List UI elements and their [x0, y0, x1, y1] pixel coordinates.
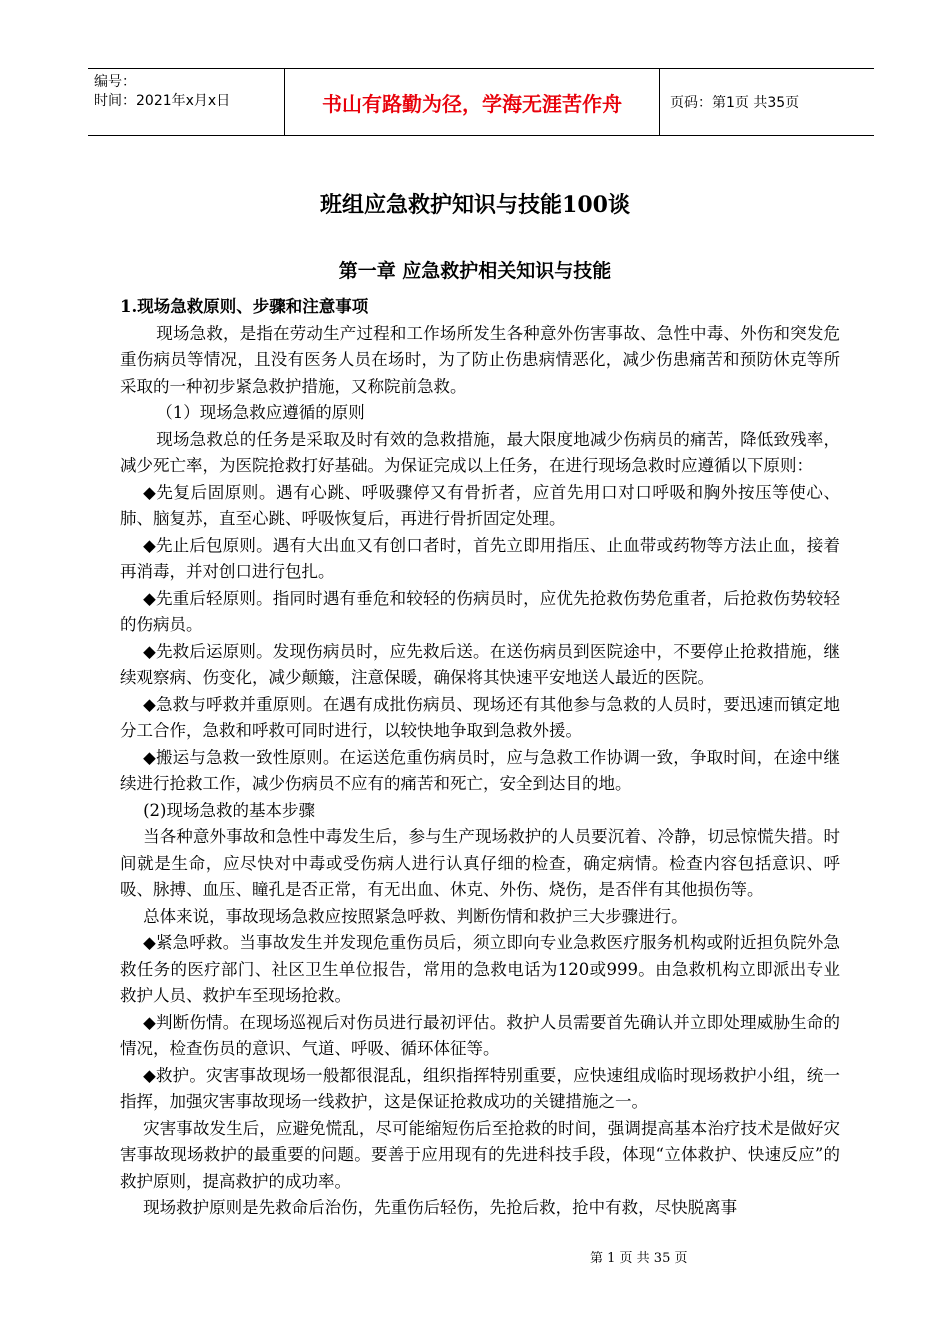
paragraph: 现场救护原则是先救命后治伤，先重伤后轻伤，先抢后救，抢中有救，尽快脱离事 [143, 1198, 738, 1217]
document-time-label: 时间：2021年x月x日 [94, 93, 231, 109]
header-motto: 书山有路勤为径，学海无涯苦作舟 [284, 69, 660, 135]
chapter-heading: 第一章 应急救护相关知识与技能 [338, 260, 612, 282]
bullet-item: ◆紧急呼救。当事故发生并发现危重伤员后，须立即向专业急救医疗服务机构或附近担负院外急救任务的医疗部门、社区卫生单位报告，常用的急救电话为120或999。由急救机构立即派出专业救护人员、救护车至现场抢救。 [120, 933, 840, 1005]
paragraph: 当各种意外事故和急性中毒发生后，参与生产现场救护的人员要沉着、冷静，切忌惊慌失措。时间就是生命，应尽快对中毒或受伤病人进行认真仔细的检查，确定病情。检查内容包括意识、呼吸、脉搏、血压、瞳孔是否正常，有无出血、休克、外伤、烧伤，是否伴有其他损伤等。 [120, 827, 840, 899]
page-footer: 第 1 页 共 35 页 [590, 1251, 688, 1266]
paragraph: 灾害事故发生后，应避免慌乱，尽可能缩短伤后至抢救的时间，强调提高基本治疗技术是做好灾害事故现场救护的最重要的问题。要善于应用现有的先进科技手段，体现“立体救护、快速反应”的救护原则，提高救护的成功率。 [120, 1118, 840, 1191]
page-header [88, 68, 874, 136]
subheading: （1）现场急救应遵循的原则 [156, 403, 365, 422]
paragraph: 总体来说，事故现场急救应按照紧急呼救、判断伤情和救护三大步骤进行。 [143, 906, 688, 926]
bullet-item: ◆先止后包原则。遇有大出血又有创口者时，首先立即用指压、止血带或药物等方法止血，接着再消毒，并对创口进行包扎。 [120, 535, 840, 581]
bullet-item: ◆先重后轻原则。指同时遇有垂危和较轻的伤病员时，应优先抢救伤势危重者，后抢救伤势较轻的伤病员。 [120, 588, 840, 634]
section-heading: 1.现场急救原则、步骤和注意事项 [120, 297, 369, 316]
header-page-number: 页码：第1页 共35页 [670, 95, 800, 111]
document-number-label: 编号： [94, 74, 136, 90]
bullet-item: ◆急救与呼救并重原则。在遇有成批伤病员、现场还有其他参与急救的人员时，要迅速而镇定地分工合作，急救和呼救可同时进行，以较快地争取到急救外援。 [120, 694, 840, 740]
bullet-item: ◆救护。灾害事故现场一般都很混乱，组织指挥特别重要，应快速组成临时现场救护小组，统一指挥，加强灾害事故现场一线救护，这是保证抢救成功的关键措施之一。 [120, 1065, 840, 1111]
paragraph: 现场急救，是指在劳动生产过程和工作场所发生各种意外伤害事故、急性中毒、外伤和突发危重伤病员等情况，且没有医务人员在场时，为了防止伤患病情恶化，减少伤患痛苦和预防休克等所采取的一种初步紧急救护措施，又称院前急救。 [120, 323, 840, 396]
paragraph: 现场急救总的任务是采取及时有效的急救措施，最大限度地减少伤病员的痛苦，降低致残率，减少死亡率，为医院抢救打好基础。为保证完成以上任务，在进行现场急救时应遵循以下原则： [120, 429, 840, 475]
bullet-item: ◆先救后运原则。发现伤病员时，应先救后送。在送伤病员到医院途中，不要停止抢救措施，继续观察病、伤变化，减少颠簸，注意保暖，确保将其快速平安地送人最近的医院。 [120, 641, 840, 687]
document-title: 班组应急救护知识与技能100谈 [320, 192, 630, 218]
bullet-item: ◆判断伤情。在现场巡视后对伤员进行最初评估。救护人员需要首先确认并立即处理威胁生命的情况，检查伤员的意识、气道、呼吸、循环体征等。 [120, 1012, 840, 1058]
bullet-item: ◆搬运与急救一致性原则。在运送危重伤病员时，应与急救工作协调一致，争取时间，在途中继续进行抢救工作，减少伤病员不应有的痛苦和死亡，安全到达目的地。 [120, 747, 840, 793]
header-meta [88, 69, 284, 135]
subheading: (2)现场急救的基本步骤 [143, 800, 315, 820]
document-body [120, 294, 840, 1222]
bullet-item: ◆先复后固原则。遇有心跳、呼吸骤停又有骨折者，应首先用口对口呼吸和胸外按压等使心、肺、脑复苏，直至心跳、呼吸恢复后，再进行骨折固定处理。 [120, 482, 840, 528]
